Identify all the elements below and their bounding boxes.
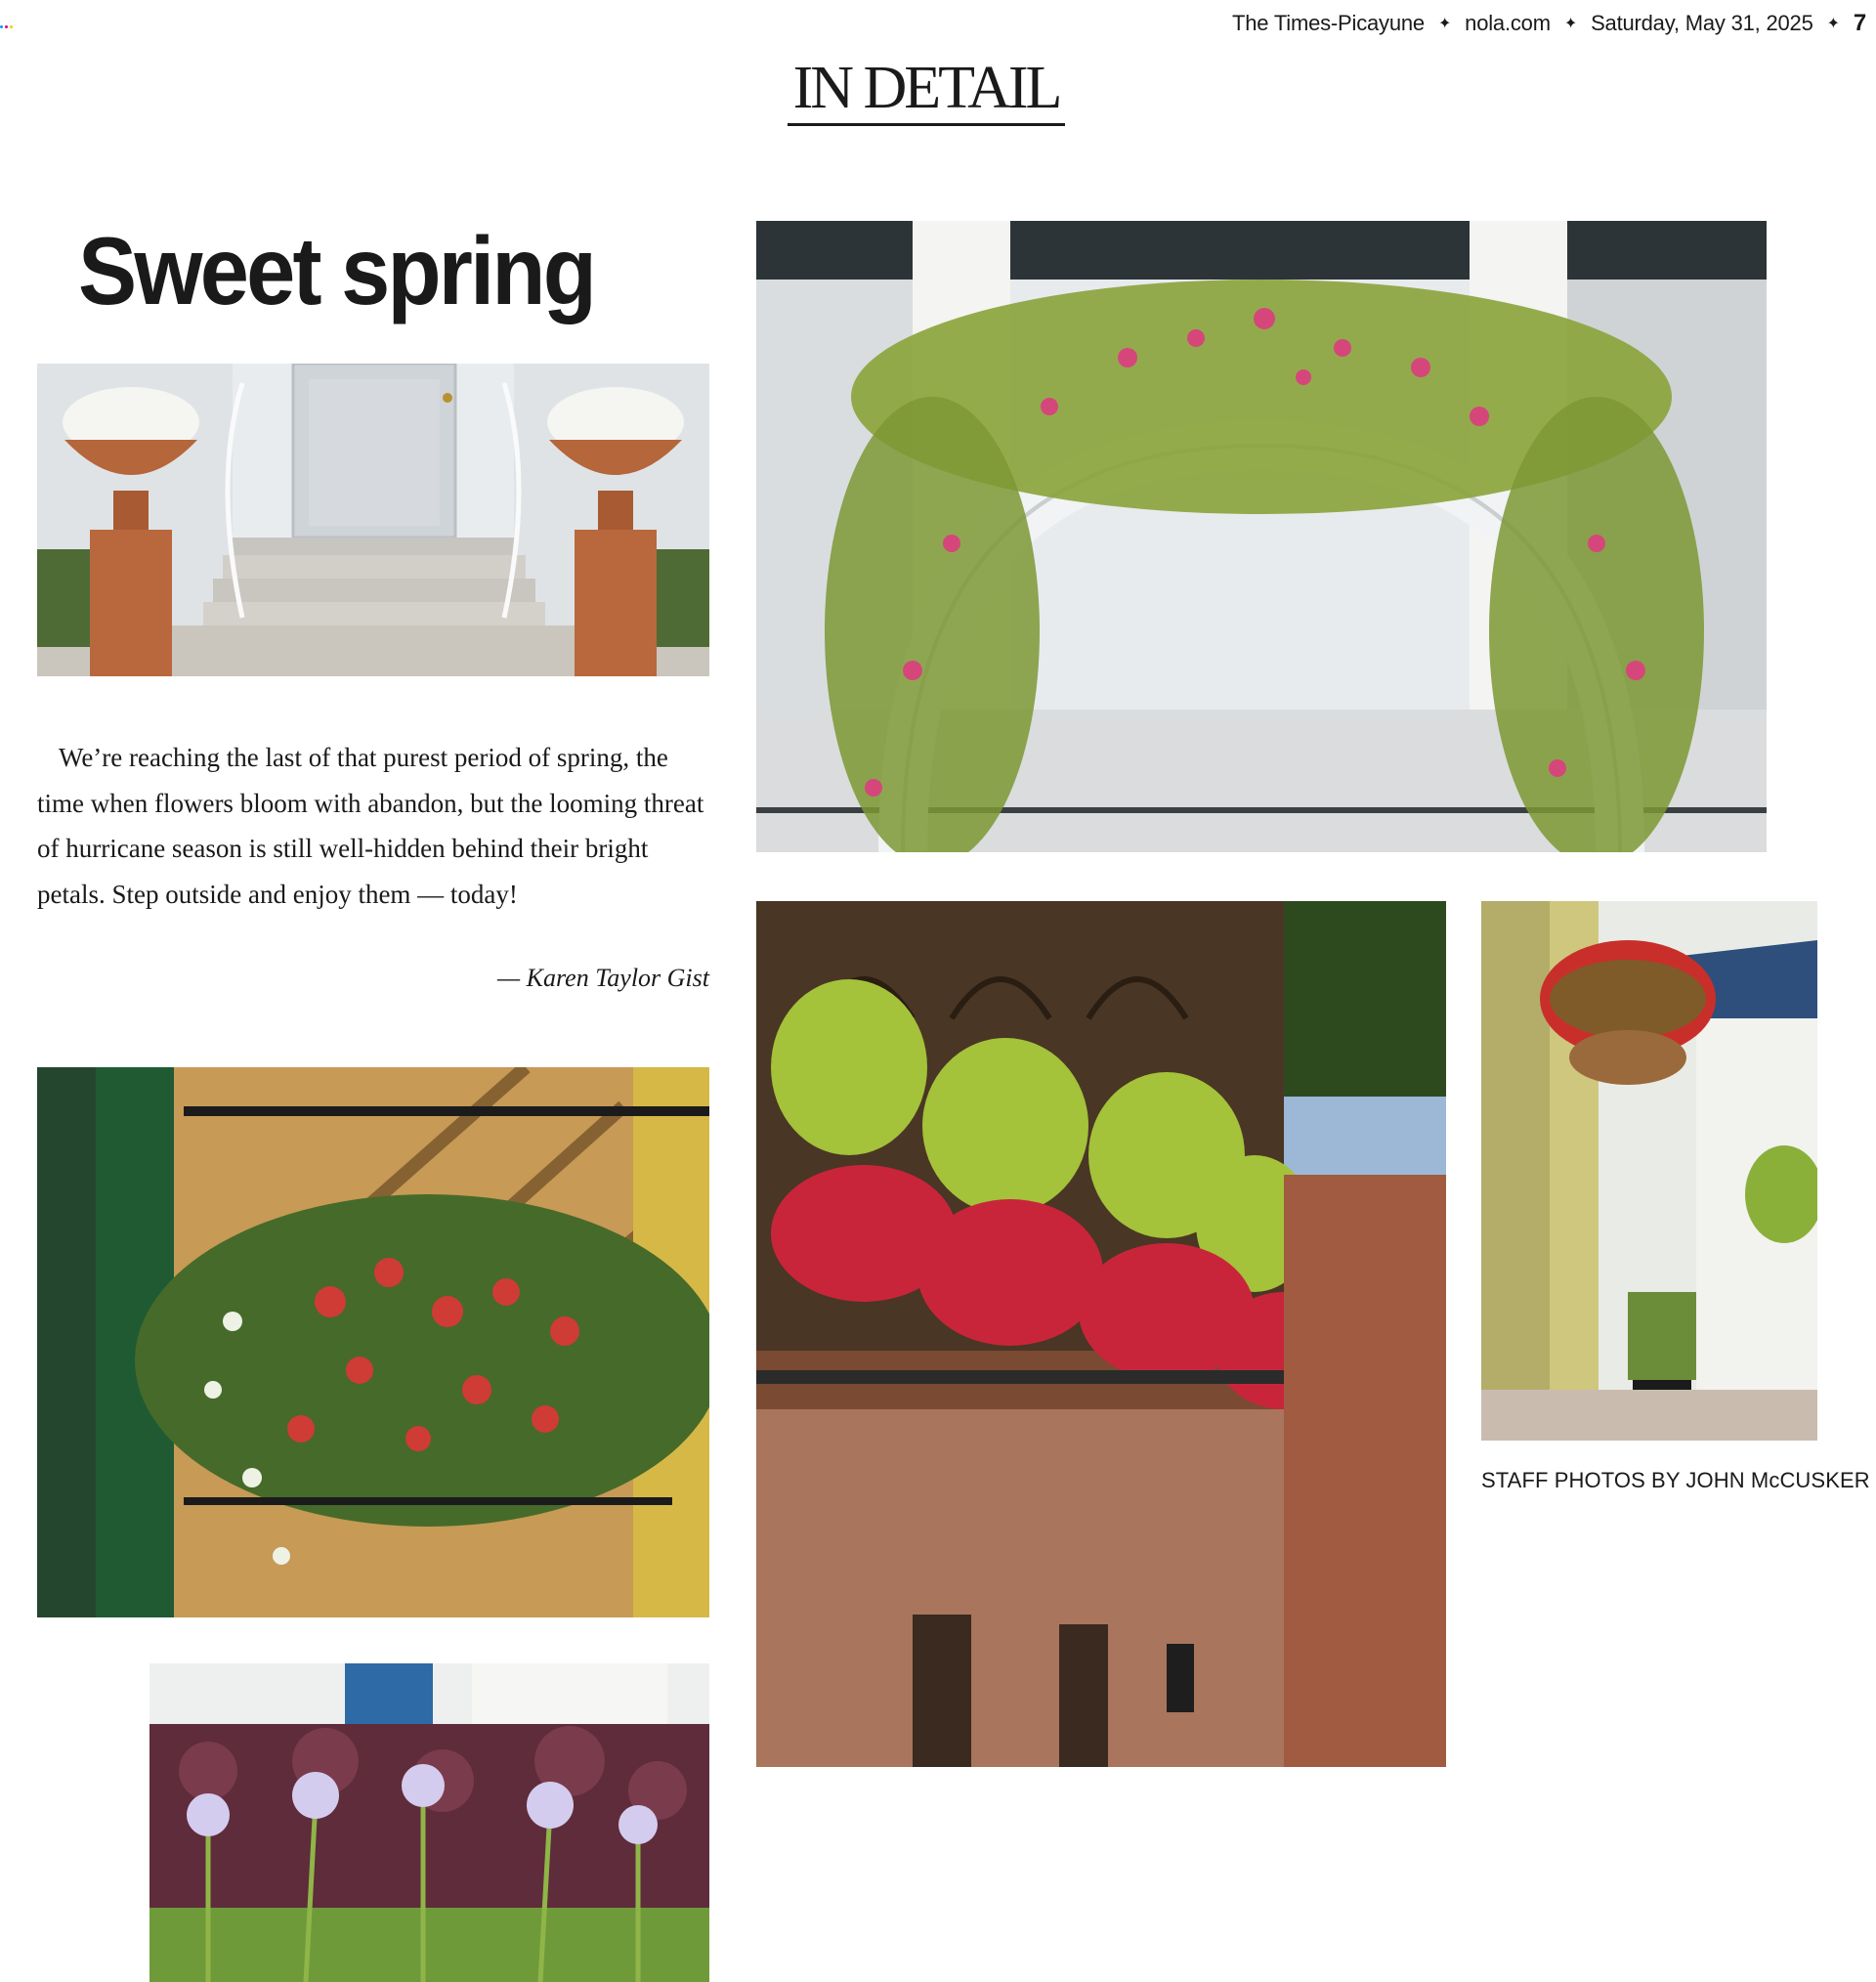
article-byline: — Karen Taylor Gist bbox=[497, 964, 709, 992]
publication-name: The Times-Picayune bbox=[1232, 11, 1425, 35]
website-name: nola.com bbox=[1465, 11, 1551, 35]
photo-petunia-basket bbox=[37, 1067, 709, 1617]
photo-rose-arch bbox=[756, 221, 1767, 852]
article-body: We’re reaching the last of that purest period of spring, the time when flowers bloom with abandon, but the looming threat of hurricane season is still well-hidden behind their bright petals. Step outside and enjoy them — today! bbox=[37, 743, 704, 909]
folio-separator-icon: ✦ bbox=[1826, 16, 1840, 32]
issue-date: Saturday, May 31, 2025 bbox=[1591, 11, 1813, 35]
photo-iron-balcony-ferns bbox=[756, 901, 1446, 1767]
page-folio bbox=[1232, 8, 1866, 39]
photo-street-hanging-baskets bbox=[1481, 901, 1817, 1441]
registration-marks bbox=[0, 25, 13, 28]
folio-separator-icon: ✦ bbox=[1437, 16, 1452, 32]
headline: Sweet spring bbox=[78, 217, 595, 324]
photo-agapanthus-hedge bbox=[149, 1663, 709, 1982]
photo-credit: STAFF PHOTOS BY JOHN McCUSKER bbox=[1481, 1468, 1870, 1492]
section-title: IN DETAIL bbox=[788, 55, 1065, 126]
folio-separator-icon: ✦ bbox=[1563, 16, 1578, 32]
page-number: 7 bbox=[1853, 10, 1866, 36]
photo-front-steps-urns bbox=[37, 364, 709, 676]
